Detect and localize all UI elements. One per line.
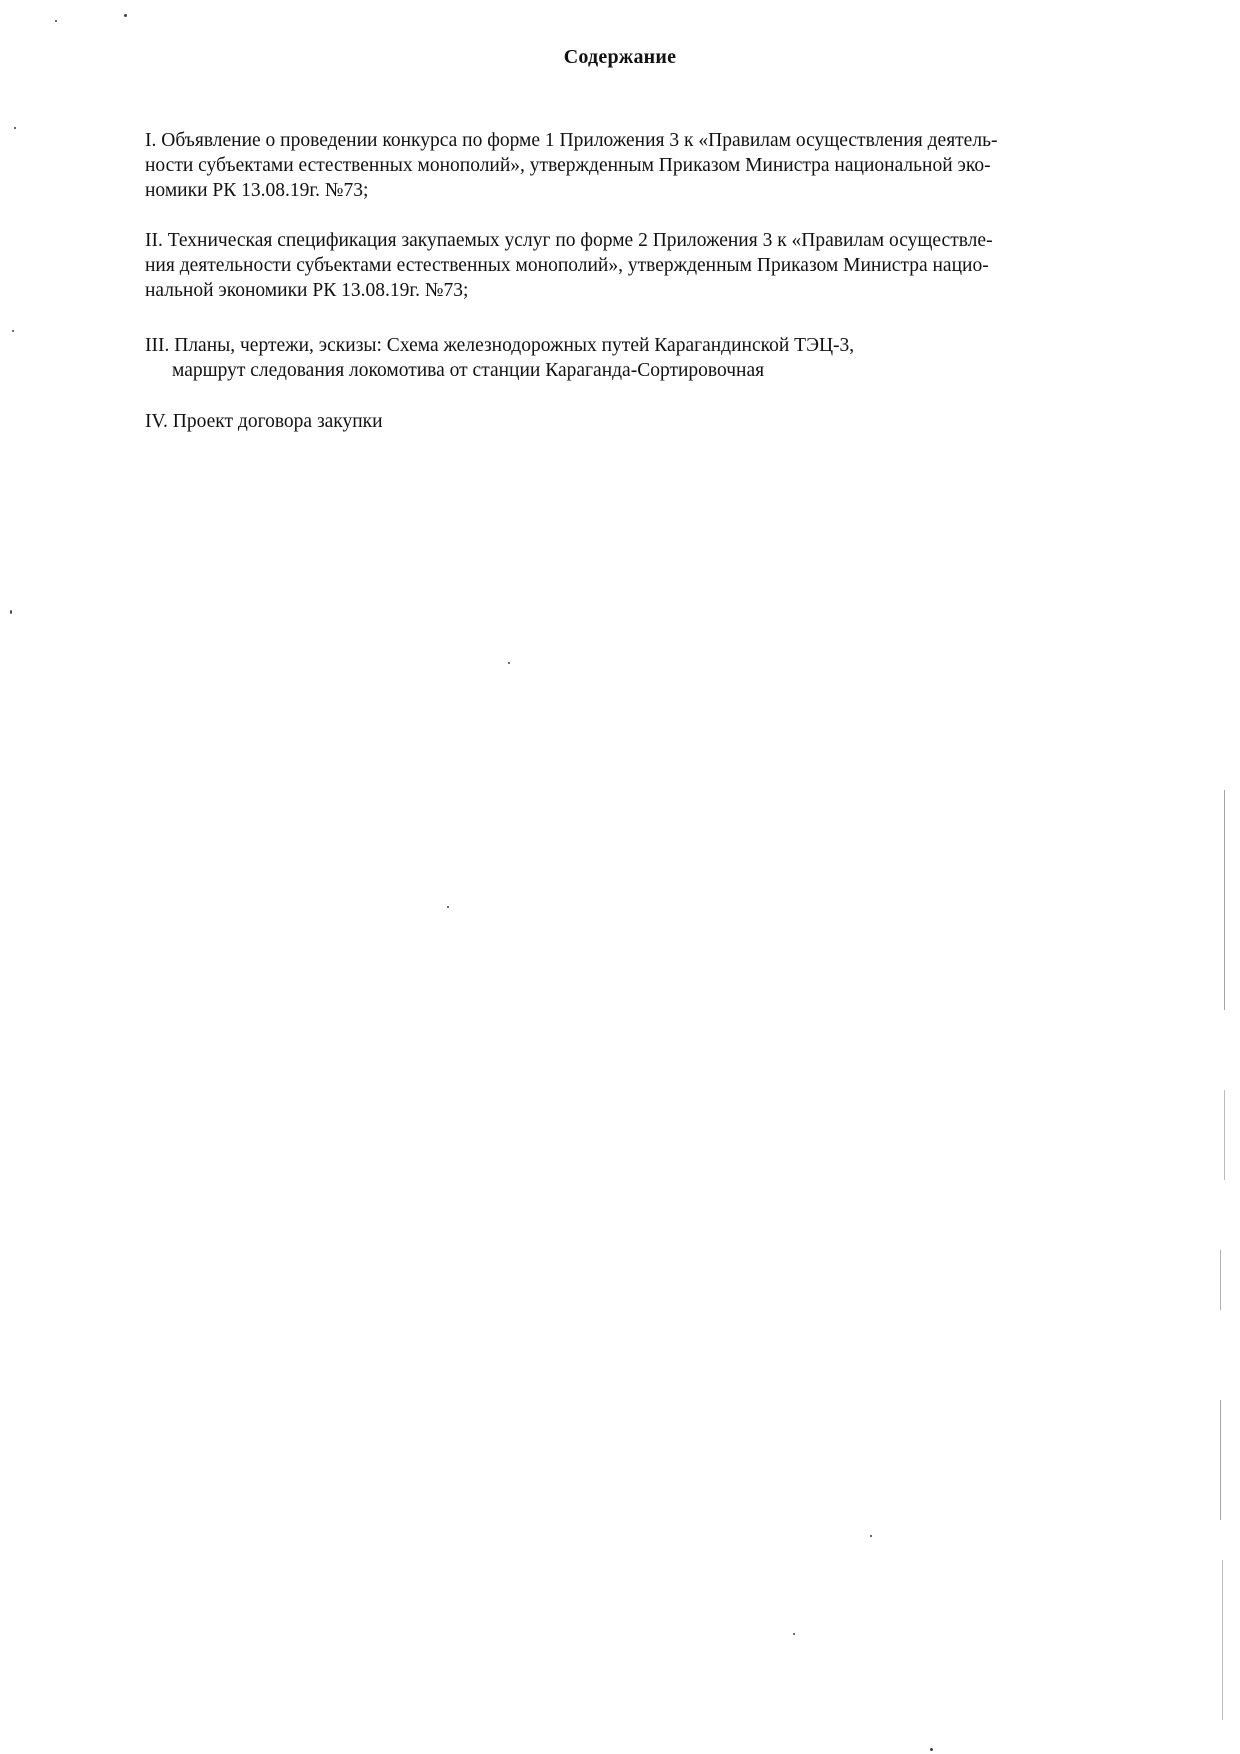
contents-item-4-line-1: IV. Проект договора закупки bbox=[145, 411, 383, 432]
contents-item-3-line-2: маршрут следования локомотива от станции Караганда-Сортировочная bbox=[172, 360, 765, 381]
page-title: Содержание bbox=[563, 46, 677, 68]
contents-item-2-line-2: ния деятельности субъектами естественных монополий», утвержденным Приказом Министра нацио- bbox=[145, 255, 989, 276]
contents-item-3 bbox=[145, 333, 1135, 383]
contents-item-2-line-1: II. Техническая спецификация закупаемых услуг по форме 2 Приложения 3 к «Правилам осуществле- bbox=[145, 230, 993, 251]
scan-edge-mark bbox=[1220, 1250, 1221, 1310]
scan-speck bbox=[793, 1633, 795, 1635]
scan-edge-mark bbox=[1220, 1400, 1221, 1520]
scan-edge-mark bbox=[1224, 1090, 1225, 1180]
contents-item-2 bbox=[145, 228, 1135, 303]
scan-speck bbox=[12, 330, 14, 332]
contents-item-1-line-1: I. Объявление о проведении конкурса по форме 1 Приложения 3 к «Правилам осуществления деятель- bbox=[145, 130, 998, 151]
contents-item-4 bbox=[145, 409, 1135, 434]
contents-item-1 bbox=[145, 128, 1135, 203]
contents-item-1-line-2: ности субъектами естественных монополий», утвержденным Приказом Министра национальной эко- bbox=[145, 155, 991, 176]
scan-speck bbox=[870, 1535, 872, 1537]
contents-item-2-line-3: нальной экономики РК 13.08.19г. №73; bbox=[145, 280, 469, 301]
scan-speck bbox=[124, 14, 127, 17]
scan-edge-mark bbox=[1222, 1560, 1223, 1720]
scan-speck bbox=[508, 662, 510, 664]
contents-item-1-line-3: номики РК 13.08.19г. №73; bbox=[145, 180, 369, 201]
scan-speck bbox=[10, 610, 12, 614]
scan-speck bbox=[55, 20, 57, 22]
scan-edge-mark bbox=[1224, 790, 1225, 1010]
scan-speck bbox=[14, 127, 16, 129]
scan-speck bbox=[930, 1748, 933, 1751]
contents-item-3-line-1: III. Планы, чертежи, эскизы: Схема железнодорожных путей Карагандинской ТЭЦ-3, bbox=[145, 335, 855, 356]
scan-speck bbox=[447, 906, 449, 908]
